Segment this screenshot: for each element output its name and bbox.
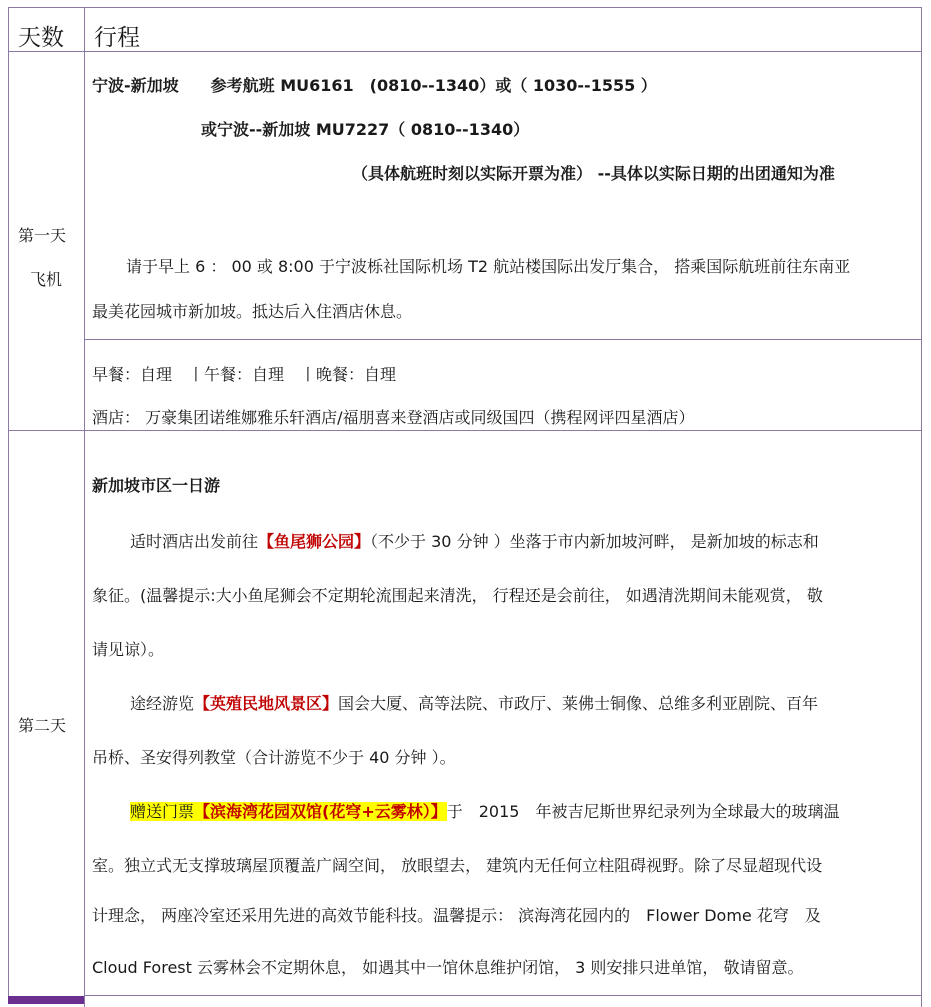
day2-p2-line1 — [130, 691, 818, 714]
day2-p3-line2: 室。独立式无支撑玻璃屋顶覆盖广阔空间， 放眼望去， 建筑内无任何立柱阻碍视野。除了尽显超现代设 — [92, 856, 823, 875]
column-divider — [84, 7, 85, 1007]
accent-bar — [8, 996, 84, 1004]
day1-meals: 早餐：自理 丨午餐：自理 丨晚餐：自理 — [92, 365, 397, 384]
day1-flight-line1: 宁波-新加坡 参考航班 MU6161 (0810--1340）或（ 1030--1555 ） — [92, 76, 657, 95]
day2-p3-line1 — [130, 799, 839, 822]
itinerary-table — [8, 7, 922, 1007]
day1-meals-divider — [84, 339, 922, 340]
day1-label: 第一天 — [18, 226, 67, 245]
day2-p1-line1 — [130, 529, 819, 552]
day2-p2-lead: 途经游览 — [130, 694, 195, 713]
day2-title: 新加坡市区一日游 — [92, 476, 221, 495]
day2-p1-line2: 象征。(温馨提示:大小鱼尾狮会不定期轮流围起来清洗， 行程还是会前往， 如遇清洗期间未能观赏， 敬 — [92, 586, 823, 605]
day2-p1-lead: 适时酒店出发前往 — [130, 532, 259, 551]
day1-bottom-border — [8, 430, 922, 431]
day1-desc-line2: 最美花园城市新加坡。抵达后入住酒店休息。 — [92, 302, 413, 321]
day2-p3-line4: Cloud Forest 云雾林会不定期休息， 如遇其中一馆休息维护闭馆， 3 则安排只进单馆， 敬请留意。 — [92, 958, 804, 977]
table-top-border — [8, 7, 922, 8]
day2-p3-line3: 计理念， 两座冷室还采用先进的高效节能科技。温馨提示： 滨海湾花园内的 Flower Dome 花穹 及 — [92, 906, 821, 925]
header-day-col: 天数 — [18, 25, 64, 51]
day2-p1-rest: （不少于 30 分钟 ）坐落于市内新加坡河畔， 是新加坡的标志和 — [370, 532, 819, 551]
day2-bottom-border — [84, 995, 922, 996]
day2-p3-rest: 于 2015 年被吉尼斯世界纪录列为全球最大的玻璃温 — [446, 802, 840, 821]
header-itinerary-col: 行程 — [94, 25, 140, 51]
day1-hotel: 酒店： 万豪集团诺维娜雅乐轩酒店/福朋喜来登酒店或同级国四（携程网评四星酒店） — [92, 408, 695, 427]
day2-label: 第二天 — [18, 716, 67, 735]
spot-colonial-district: 【英殖民地风景区】 — [194, 694, 339, 713]
day2-p2-line2: 吊桥、圣安得列教堂（合计游览不少于 40 分钟 ）。 — [92, 748, 456, 767]
table-left-border — [8, 7, 9, 1002]
day1-desc-line1: 请于早上 6 ： 00 或 8:00 于宁波栎社国际机场 T2 航站楼国际出发厅集合， 搭乘国际航班前往东南亚 — [126, 257, 851, 276]
spot-gardens-by-the-bay: 【滨海湾花园双馆(花穹+云雾林）】 — [194, 802, 447, 821]
day1-transport: 飞机 — [30, 270, 63, 289]
day2-p2-rest: 国会大厦、高等法院、市政厅、莱佛士铜像、总维多利亚剧院、百年 — [338, 694, 819, 713]
day2-p1-line3: 请见谅）。 — [92, 640, 165, 659]
table-right-border — [921, 7, 922, 1007]
day1-flight-note: （具体航班时刻以实际开票为准） --具体以实际日期的出团通知为准 — [352, 164, 835, 183]
gift-ticket-label: 赠送门票【滨海湾花园双馆(花穹+云雾林）】 — [130, 802, 447, 821]
spot-merlion-park: 【鱼尾狮公园】 — [258, 532, 371, 551]
day1-flight-line2: 或宁波--新加坡 MU7227（ 0810--1340） — [201, 120, 530, 139]
header-bottom-border — [8, 51, 922, 52]
